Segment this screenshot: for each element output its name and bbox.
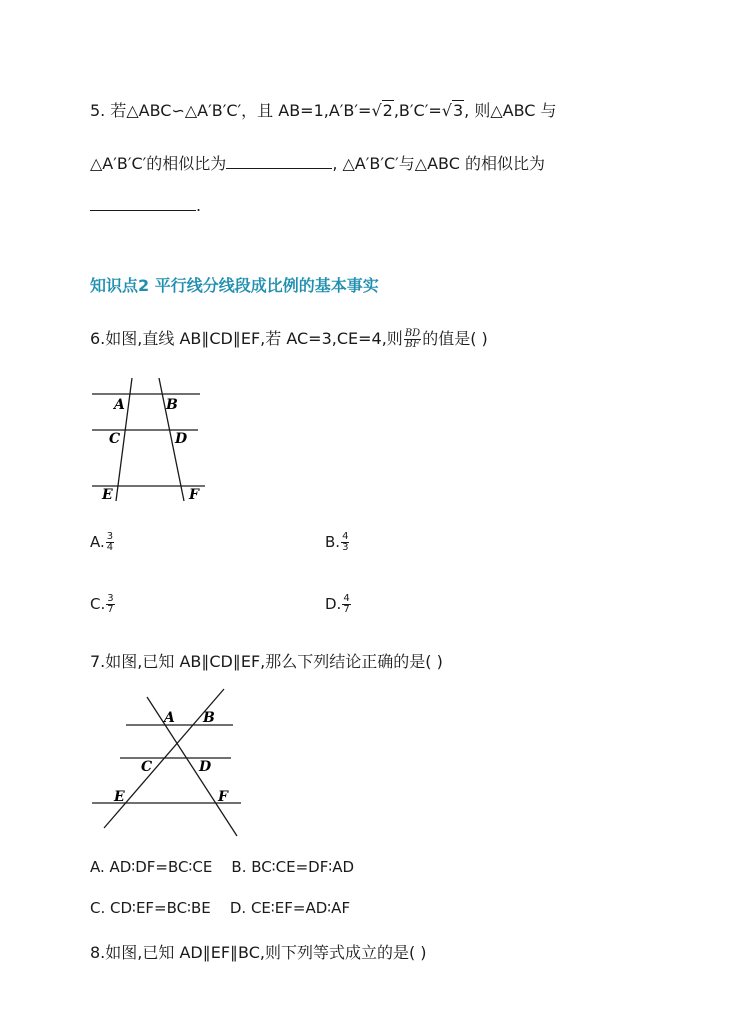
q6-label-c: C	[109, 431, 121, 447]
q7-options-row2[interactable]: C. CD∶EF=BC∶BE D. CE∶EF=AD∶AF	[90, 899, 351, 917]
q6-suffix: 的值是( )	[422, 329, 488, 348]
q6-prefix: 6.如图,直线 AB∥CD∥EF,若 AC=3,CE=4,则	[90, 329, 403, 348]
q6-option-c-num: 3	[107, 593, 114, 604]
q7-label-a: A	[164, 710, 175, 726]
q6-option-b-den: 3	[342, 542, 349, 553]
q5-line3-end: .	[196, 196, 202, 215]
sqrt-3: √3	[441, 101, 464, 120]
q6-label-d: D	[175, 431, 188, 447]
q5-prefix: 5. 若△ABC∽△A′B′C′，且 AB=1,A′B′=	[90, 101, 372, 120]
q6-option-d-num: 4	[343, 593, 350, 604]
q7-label-c: C	[141, 759, 153, 775]
q6-label-b: B	[166, 397, 178, 413]
q5-line2-a: △A′B′C′的相似比为	[90, 154, 227, 173]
q6-frac-num: BD	[404, 328, 421, 339]
q6-label-e: E	[102, 487, 113, 503]
section-heading: 知识点2 平行线分线段成比例的基本事实	[90, 276, 379, 295]
q6-option-a-num: 3	[106, 531, 114, 542]
sqrt-2-radicand: 2	[382, 101, 393, 120]
q6-option-d-den: 7	[343, 604, 350, 615]
q5-line2-b: , △A′B′C′与△ABC 的相似比为	[332, 154, 545, 173]
q7-options-row1[interactable]: A. AD∶DF=BC∶CE B. BC∶CE=DF∶AD	[90, 858, 355, 876]
q6-label-f: F	[189, 487, 199, 503]
q7-label-b: B	[203, 710, 215, 726]
q7-label-f: F	[218, 789, 228, 805]
q6-option-b-num: 4	[342, 531, 349, 542]
q7-stem: 7.如图,已知 AB∥CD∥EF,那么下列结论正确的是( )	[90, 652, 443, 671]
sqrt-2: √2	[371, 101, 393, 120]
q6-option-c-den: 7	[107, 604, 114, 615]
q7-label-e: E	[114, 789, 125, 805]
q6-label-a: A	[114, 397, 125, 413]
q5-suffix: , 则△ABC 与	[464, 101, 557, 120]
q6-option-a-letter: A.	[90, 533, 105, 551]
q6-frac-den: BF	[405, 339, 420, 350]
q8-stem: 8.如图,已知 AD∥EF∥BC,则下列等式成立的是( )	[90, 943, 427, 962]
sqrt-3-radicand: 3	[452, 101, 464, 120]
q5-mid: ,B′C′=	[393, 101, 442, 120]
q6-option-b-letter: B.	[325, 533, 341, 551]
q6-option-a-den: 4	[106, 542, 114, 553]
q7-transversal-be	[147, 697, 237, 836]
q7-label-d: D	[199, 759, 212, 775]
q6-option-d-letter: D.	[325, 595, 342, 613]
q6-option-c-letter: C.	[90, 595, 106, 613]
